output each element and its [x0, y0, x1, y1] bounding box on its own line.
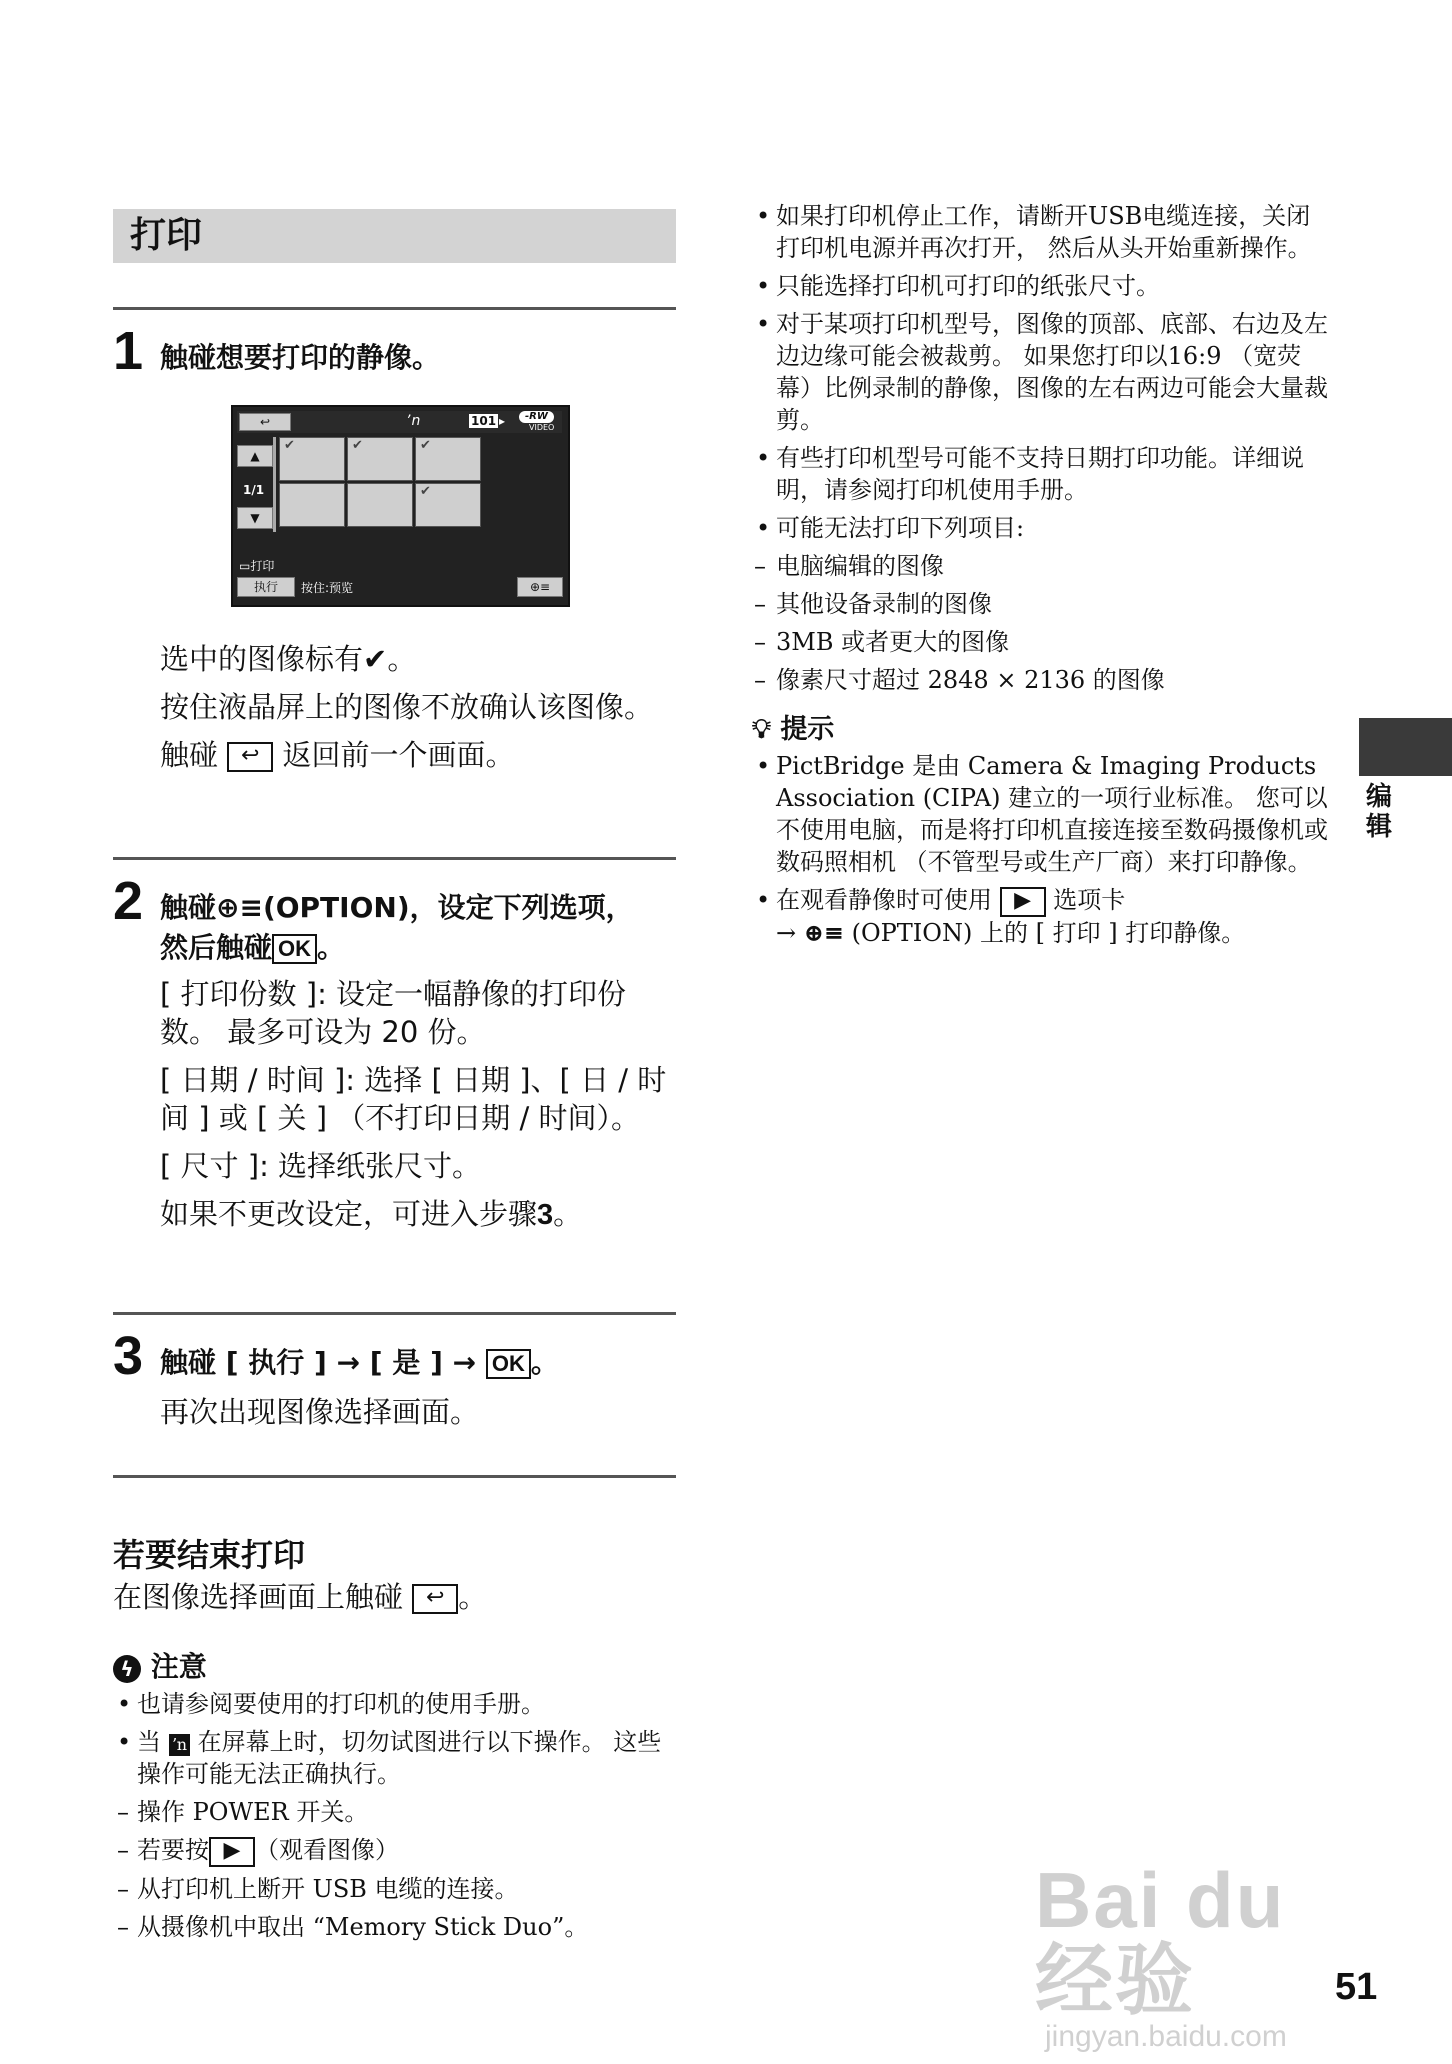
lcd-top-bar: [237, 411, 562, 433]
step-heading: 触碰想要打印的静像。: [160, 341, 441, 374]
page-indicator: 1/1: [243, 483, 265, 497]
list-item: • 在观看静像时可使用 ▶ 选项卡 → ⊕≡ (OPTION) 上的 [ 打印 ] 打印静像。: [752, 884, 1332, 949]
option-icon: ⊕≡: [216, 891, 263, 924]
thumbnail[interactable]: [279, 437, 345, 481]
step-heading: 触碰⊕≡(OPTION)，设定下列选项， 然后触碰 OK 。: [160, 891, 634, 964]
check-icon: ✔: [363, 642, 388, 676]
caution-list: [113, 1688, 673, 1949]
paragraph: 触碰 ↩ 返回前一个画面。: [160, 738, 515, 772]
scrollbar[interactable]: [273, 437, 276, 532]
folder-number: 101: [471, 414, 497, 428]
subsection-title: 若要结束打印: [113, 1536, 306, 1574]
list-item: – 从打印机上断开 USB 电缆的连接。: [113, 1873, 673, 1905]
section-title: 打印: [130, 215, 203, 256]
caution-heading: ϟ 注意: [113, 1645, 207, 1685]
page-number: 51: [1335, 1966, 1378, 2008]
step-number: 1: [113, 321, 144, 381]
pictbridge-icon: ʼn: [169, 1734, 190, 1756]
list-item: • 如果打印机停止工作，请断开USB电缆连接，关闭打印机电源并再次打开， 然后从头开始重新操作。: [752, 200, 1332, 264]
down-arrow-icon: ▼: [250, 511, 260, 525]
right-column: [752, 200, 1332, 955]
list-item: • 只能选择打印机可打印的纸张尺寸。: [752, 270, 1332, 302]
check-icon: ✔: [420, 438, 431, 453]
thumbnail[interactable]: [347, 483, 413, 527]
paragraph: [ 日期 / 时间 ]: 选择 [ 日期 ]、[ 日 / 时间 ] 或 [ 关 ] （不打印日期 / 时间）。: [160, 1063, 667, 1135]
back-button[interactable]: [239, 413, 291, 431]
hint-text: 按住:预览: [301, 581, 354, 595]
play-arrow-icon: ▸: [499, 414, 506, 428]
thumbnail[interactable]: [347, 437, 413, 481]
divider: [113, 857, 676, 860]
option-icon: ⊕≡: [803, 917, 844, 947]
step2-body: [160, 975, 670, 1244]
ok-key-icon: OK: [486, 1349, 531, 1379]
chapter-tab: [1359, 718, 1452, 776]
step3-body: 再次出现图像选择画面。: [160, 1395, 480, 1429]
up-arrow-icon: ▲: [250, 449, 260, 463]
caution-icon: ϟ: [113, 1655, 141, 1683]
list-item: • 也请参阅要使用的打印机的使用手册。: [113, 1688, 673, 1720]
lightbulb-icon: 💡︎: [752, 714, 771, 745]
paragraph: 如果不更改设定，可进入步骤3。: [160, 1197, 583, 1231]
return-icon: ↩: [412, 1584, 458, 1614]
list-item: • 当 ʼn 在屏幕上时，切勿试图进行以下操作。 这些操作可能无法正确执行。: [113, 1726, 673, 1790]
divider: [113, 307, 676, 310]
thumbnail[interactable]: [279, 483, 345, 527]
ok-key-icon: OK: [272, 934, 317, 964]
list-item: – 操作 POWER 开关。: [113, 1796, 673, 1828]
check-icon: ✔: [352, 438, 363, 453]
divider: [113, 1475, 676, 1478]
option-button[interactable]: [517, 577, 563, 597]
list-item: • 可能无法打印下列项目:: [752, 512, 1332, 544]
step1-body: [160, 640, 670, 784]
return-icon: ↩: [259, 415, 271, 429]
list-item: • PictBridge 是由 Camera & Imaging Products Association (CIPA) 建立的一项行业标准。 您可以不使用电脑，而是将打印机直接连接至数码摄像机或数码照相机 （不管型号或生产厂商）来打印静像。: [752, 750, 1332, 878]
execute-button[interactable]: 执行: [237, 577, 295, 597]
list-item: – 其他设备录制的图像: [752, 588, 1332, 620]
watermark: Bai du 经验 jingyan.baidu.com: [1035, 1856, 1287, 2053]
media-badge: -RW: [519, 411, 554, 423]
return-icon: ↩: [227, 742, 273, 772]
scroll-down-button[interactable]: [237, 507, 273, 529]
check-icon: ✔: [284, 438, 295, 453]
end-print-text: 在图像选择画面上触碰 ↩ 。: [113, 1580, 488, 1614]
option-icon: ⊕≡: [529, 580, 551, 594]
tips-heading: 💡︎ 提示: [752, 714, 835, 745]
list-item: – 像素尺寸超过 2848 × 2136 的图像: [752, 664, 1332, 696]
step-heading: 触碰 [ 执行 ] → [ 是 ] → OK 。: [160, 1346, 559, 1379]
list-item: – 若要按 ▶ （观看图像）: [113, 1834, 673, 1867]
paragraph: [ 打印份数 ]: 设定一幅静像的打印份数。 最多可设为 20 份。: [160, 977, 627, 1049]
print-mode-label: ▭打印: [239, 559, 275, 573]
pictbridge-icon: ʼn: [407, 413, 421, 429]
list-item: – 3MB 或者更大的图像: [752, 626, 1332, 658]
scroll-up-button[interactable]: [237, 445, 273, 467]
divider: [113, 1312, 676, 1315]
list-item: – 电脑编辑的图像: [752, 550, 1332, 582]
list-item: • 对于某项打印机型号，图像的顶部、底部、右边及左边边缘可能会被裁剪。 如果您打印以16:9 （宽荧幕）比例录制的静像，图像的左右两边可能会大量裁剪。: [752, 308, 1332, 436]
media-type: VIDEO: [529, 423, 555, 432]
play-icon: ▶: [1000, 887, 1046, 917]
paragraph: 按住液晶屏上的图像不放确认该图像。: [160, 690, 654, 724]
play-icon: ▶: [209, 1837, 255, 1867]
chapter-label: 编辑: [1365, 782, 1392, 842]
thumbnail[interactable]: [415, 483, 481, 527]
step-number: 2: [113, 871, 144, 931]
list-item: • 有些打印机型号可能不支持日期打印功能。详细说明，请参阅打印机使用手册。: [752, 442, 1332, 506]
check-icon: ✔: [420, 484, 431, 499]
step-number: 3: [113, 1326, 144, 1386]
camera-lcd-screen: [231, 405, 570, 607]
list-item: – 从摄像机中取出 “Memory Stick Duo”。: [113, 1911, 673, 1943]
thumbnail[interactable]: [415, 437, 481, 481]
paragraph: [ 尺寸 ]: 选择纸张尺寸。: [160, 1149, 482, 1183]
paragraph: 选中的图像标有✔。: [160, 642, 417, 676]
